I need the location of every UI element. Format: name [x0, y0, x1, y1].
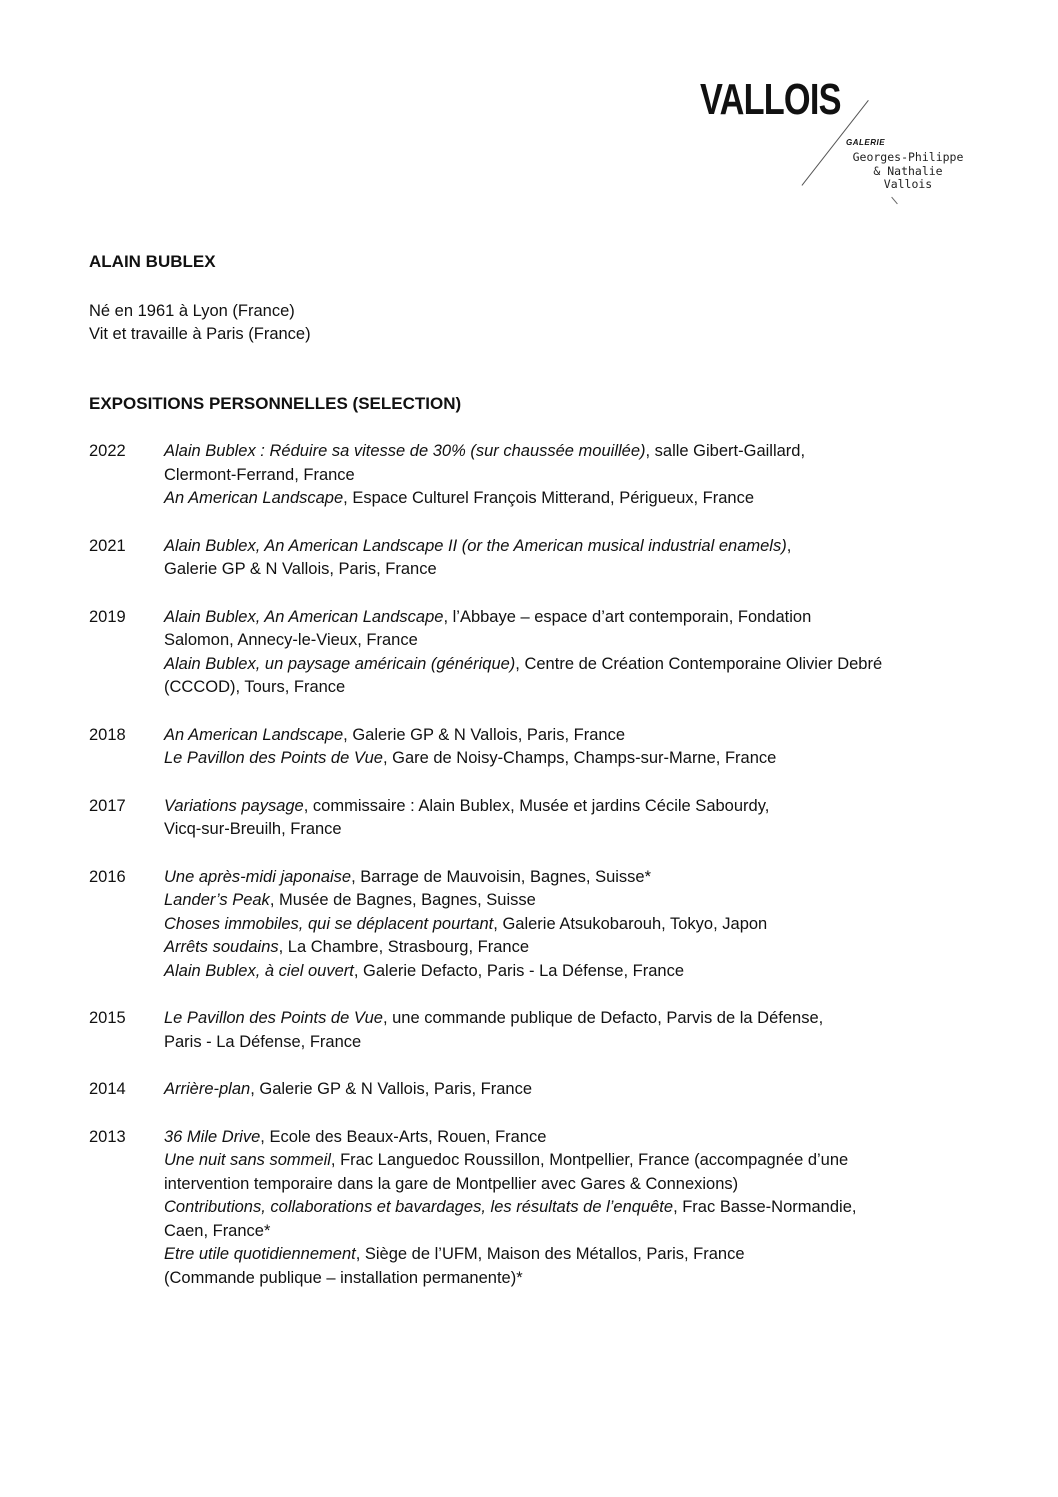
exhibition-items [164, 795, 989, 842]
logo-subtitle-line: Vallois [883, 177, 933, 191]
exhibition-items [164, 1007, 989, 1054]
logo-galerie-label: GALERIE [846, 138, 886, 147]
exhibition-title: An American Landscape [164, 725, 344, 744]
exhibition-line [164, 535, 989, 559]
exhibition-line [164, 558, 989, 582]
exhibition-items [164, 1126, 989, 1291]
logo-tick-mark [891, 197, 898, 205]
exhibition-line [164, 747, 989, 771]
exhibition-year-entry [89, 1126, 989, 1291]
exhibition-year: 2014 [89, 1080, 126, 1098]
gallery-logo [700, 75, 970, 218]
exhibition-line [164, 440, 989, 464]
exhibition-year: 2015 [89, 1009, 126, 1027]
exhibition-details: , commissaire : Alain Bublex, Musée et jardins Cécile Sabourdy, [303, 796, 770, 815]
exhibition-title: Lander’s Peak [164, 891, 270, 909]
exhibition-items [164, 606, 989, 700]
exhibition-title: Choses immobiles, qui se déplacent pourtant [164, 914, 494, 933]
exhibition-details: , Centre de Création Contemporaine Olivier Debré [515, 654, 883, 673]
exhibition-line [164, 795, 989, 819]
exhibition-details: , Frac Languedoc Roussillon, Montpellier, France (accompagnée d’une [330, 1151, 849, 1169]
exhibition-details: , Ecole des Beaux-Arts, Rouen, France [260, 1127, 547, 1146]
exhibition-title: Arrêts soudains [164, 938, 279, 956]
exhibition-items [164, 1078, 989, 1102]
exhibition-year-entry [89, 606, 989, 700]
exhibition-year: 2021 [89, 536, 126, 555]
exhibition-line [164, 889, 989, 913]
exhibition-line [164, 936, 989, 960]
exhibition-details: , Barrage de Mauvoisin, Bagnes, Suisse* [351, 867, 652, 886]
exhibition-line [164, 464, 989, 488]
exhibition-details: , Galerie Defacto, Paris - La Défense, France [353, 961, 685, 980]
exhibition-line [164, 913, 989, 937]
exhibition-title: Alain Bublex, An American Landscape II (or the American musical industrial enamels) [164, 536, 787, 555]
exhibition-title: Alain Bublex : Réduire sa vitesse de 30% (sur chaussée mouillée) [164, 442, 646, 460]
exhibition-line [164, 676, 989, 700]
exhibition-details: , Musée de Bagnes, Bagnes, Suisse [269, 891, 536, 909]
exhibition-details: , l’Abbaye – espace d’art contemporain, Fondation [443, 607, 812, 626]
exhibition-line [164, 487, 989, 511]
exhibition-items [164, 440, 989, 511]
exhibition-title: Arrière-plan [164, 1080, 251, 1098]
logo-subtitle [844, 151, 972, 192]
exhibition-details: , une commande publique de Defacto, Parvis de la Défense, [382, 1009, 824, 1027]
exhibition-year-entry [89, 795, 989, 842]
exhibition-line [164, 1196, 989, 1220]
exhibition-line [164, 724, 989, 748]
exhibition-title: Alain Bublex, An American Landscape [164, 607, 444, 626]
exhibition-line [164, 1173, 989, 1197]
exhibition-line [164, 1149, 989, 1173]
exhibition-details: Salomon, Annecy-le-Vieux, France [164, 631, 418, 649]
exhibition-year: 2022 [89, 442, 126, 460]
logo-name: VALLOIS [700, 75, 841, 124]
exhibition-line [164, 960, 989, 984]
exhibition-details: (Commande publique – installation permanente)* [164, 1268, 523, 1287]
exhibition-title: Alain Bublex, à ciel ouvert [164, 961, 354, 980]
logo-subtitle-line: Georges-Philippe [852, 150, 964, 164]
exhibition-details: Clermont-Ferrand, France [164, 465, 355, 484]
exhibition-year-entry [89, 724, 989, 771]
exhibition-details: , Galerie GP & N Vallois, Paris, France [343, 725, 625, 744]
exhibition-details: , Espace Culturel François Mitterand, Périgueux, France [343, 489, 755, 507]
exhibition-year: 2016 [89, 867, 126, 886]
exhibition-title: Une après-midi japonaise [164, 867, 352, 886]
exhibition-list [89, 440, 989, 1290]
exhibition-details: intervention temporaire dans la gare de Montpellier avec Gares & Connexions) [164, 1174, 739, 1193]
exhibition-line [164, 1243, 989, 1267]
exhibition-details: Vicq-sur-Breuilh, France [164, 820, 342, 838]
exhibition-details: Caen, France* [164, 1221, 271, 1240]
exhibition-title: 36 Mile Drive [164, 1127, 261, 1146]
exhibition-title: Une nuit sans sommeil [164, 1151, 331, 1169]
exhibition-title: Le Pavillon des Points de Vue [164, 1009, 383, 1027]
exhibition-line [164, 1078, 989, 1102]
exhibition-details: , [786, 536, 792, 555]
exhibition-year: 2013 [89, 1127, 126, 1146]
exhibition-items [164, 724, 989, 771]
bio-line: Né en 1961 à Lyon (France) [89, 302, 295, 320]
exhibition-details: , La Chambre, Strasbourg, France [278, 938, 530, 956]
exhibition-year: 2017 [89, 796, 126, 815]
exhibition-title: Contributions, collaborations et bavardages, les résultats de l’enquête [164, 1198, 674, 1216]
exhibition-line [164, 818, 989, 842]
section-title: EXPOSITIONS PERSONNELLES (SELECTION) [89, 394, 462, 413]
exhibition-title: Alain Bublex, un paysage américain (générique) [164, 654, 516, 673]
exhibition-line [164, 1007, 989, 1031]
exhibition-year-entry [89, 535, 989, 582]
exhibition-details: , salle Gibert-Gaillard, [645, 442, 806, 460]
exhibition-line [164, 629, 989, 653]
exhibition-details: (CCCOD), Tours, France [164, 678, 346, 696]
exhibition-year-entry [89, 1078, 989, 1102]
exhibition-year-entry [89, 866, 989, 984]
artist-name: ALAIN BUBLEX [89, 252, 216, 271]
exhibition-title: Variations paysage [164, 796, 304, 815]
exhibition-details: , Galerie GP & N Vallois, Paris, France [250, 1080, 533, 1098]
exhibition-title: Etre utile quotidiennement [164, 1245, 356, 1263]
exhibition-line [164, 606, 989, 630]
exhibition-line [164, 866, 989, 890]
exhibition-year: 2019 [89, 607, 126, 626]
exhibition-line [164, 1126, 989, 1150]
exhibition-line [164, 1220, 989, 1244]
exhibition-line [164, 653, 989, 677]
exhibition-details: , Frac Basse-Normandie, [673, 1198, 857, 1216]
exhibition-title: An American Landscape [164, 489, 344, 507]
exhibition-line [164, 1267, 989, 1291]
exhibition-details: Galerie GP & N Vallois, Paris, France [164, 560, 437, 578]
exhibition-title: Le Pavillon des Points de Vue [164, 749, 383, 767]
logo-subtitle-line: & Nathalie [873, 163, 943, 178]
exhibition-year: 2018 [89, 725, 126, 744]
bio-line: Vit et travaille à Paris (France) [89, 325, 311, 343]
exhibition-details: , Siège de l’UFM, Maison des Métallos, Paris, France [355, 1245, 745, 1263]
exhibition-details: , Galerie Atsukobarouh, Tokyo, Japon [493, 914, 768, 933]
exhibition-line [164, 1031, 989, 1055]
exhibition-year-entry [89, 440, 989, 511]
exhibition-details: Paris - La Défense, France [164, 1032, 362, 1051]
exhibition-details: , Gare de Noisy-Champs, Champs-sur-Marne, France [382, 749, 777, 767]
exhibition-items [164, 535, 989, 582]
exhibition-items [164, 866, 989, 984]
artist-bio [89, 300, 311, 346]
exhibition-year-entry [89, 1007, 989, 1054]
